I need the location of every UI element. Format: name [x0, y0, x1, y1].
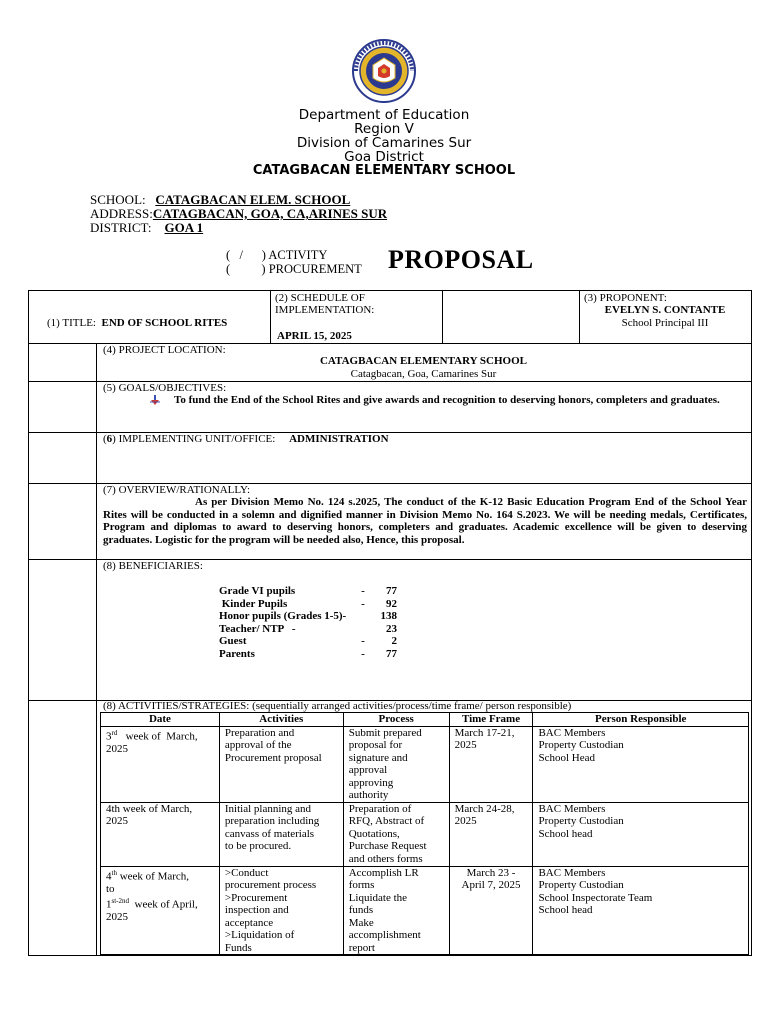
person-cell: BAC Members Property Custodian School head: [533, 802, 749, 866]
header-person-responsible: Person Responsible: [533, 713, 749, 727]
beneficiary-count: 23: [386, 622, 397, 635]
activity-checkbox-line: ( / ) ACTIVITY: [226, 248, 328, 262]
school-info-row: [90, 193, 350, 207]
school-name-heading: CATAGBACAN ELEMENTARY SCHOOL: [252, 163, 516, 178]
beneficiary-row: [219, 598, 397, 611]
overview-text: As per Division Memo No. 124 s.2025, The conduct of the K-12 Basic Education Program End of the School Year Rites will be conducted in a solemn and dignified manner in Division Memo No. 164 S.2023. We will be needing medals, Certificates, Program and diplomas to award to deserving honors, completers and graduates. Academic excellence will be given to deserving graduates. Logistic for the program will be needed also, Hence, this proposal.: [103, 496, 747, 546]
beneficiary-row: [219, 585, 397, 598]
beneficiary-name: Kinder Pupils: [219, 597, 288, 610]
beneficiary-name: Parents: [219, 647, 255, 660]
title-cell: [47, 317, 227, 330]
schedule-label-1: (2) SCHEDULE OF: [275, 292, 365, 304]
title-value: END OF SCHOOL RITES: [101, 317, 228, 329]
location-address: Catagbacan, Goa, Camarines Sur: [350, 368, 497, 380]
title-label: (1) TITLE:: [47, 317, 96, 329]
proponent-name: EVELYN S. CONTANTE: [604, 304, 726, 316]
proponent-label: (3) PROPONENT:: [584, 292, 667, 304]
beneficiary-row: [219, 610, 397, 623]
person-cell: BAC Members Property Custodian School Head: [533, 726, 749, 802]
unit-label-prefix: (: [103, 433, 107, 445]
time-frame-cell: March 17-21, 2025: [449, 726, 533, 802]
header-date: Date: [101, 713, 220, 727]
activities-cell: >Conduct procurement process >Procurement inspection and acceptance >Liquidation of Funds: [219, 866, 343, 955]
department-line: Department of Education: [298, 107, 470, 123]
location-name: CATAGBACAN ELEMENTARY SCHOOL: [319, 355, 527, 367]
unit-label: ) IMPLEMENTING UNIT/OFFICE:: [112, 433, 276, 445]
proposal-heading: PROPOSAL: [388, 245, 534, 274]
location-label: (4) PROJECT LOCATION:: [103, 344, 226, 356]
address-value: CATAGBACAN, GOA, CA,ARINES SUR: [152, 206, 388, 221]
beneficiary-dash: [353, 623, 373, 636]
header-activities: Activities: [219, 713, 343, 727]
process-cell: Preparation of RFQ, Abstract of Quotations, Purchase Request and others forms: [343, 802, 449, 866]
goals-text: To fund the End of the School Rites and give awards and recognition to deserving honors, completers and graduates.: [174, 394, 720, 406]
address-info-row: [90, 207, 387, 221]
beneficiaries-list: [219, 585, 397, 660]
address-label: ADDRESS:: [90, 206, 153, 221]
procurement-checkbox-line: ( ) PROCUREMENT: [226, 262, 362, 276]
overview-label: (7) OVERVIEW/RATIONALLY:: [103, 484, 251, 496]
beneficiary-dash: -: [361, 585, 365, 597]
process-cell: Submit prepared proposal for signature and approval approving authority: [343, 726, 449, 802]
date-cell: 4th week of March, to $1^{st-2nd}$ week of April, 2025: [101, 866, 220, 955]
beneficiary-dash: -: [361, 597, 365, 610]
beneficiary-count: 2: [391, 635, 397, 647]
beneficiary-count: 77: [386, 585, 397, 597]
beneficiary-dash: [353, 610, 373, 623]
date-cell: 4th week of March, 2025: [101, 802, 220, 866]
person-cell: BAC Members Property Custodian School Inspectorate Team School head: [533, 866, 749, 955]
unit-value: ADMINISTRATION: [289, 433, 389, 445]
activities-cell: Preparation and approval of the Procurement proposal: [219, 726, 343, 802]
activities-label: (8) ACTIVITIES/STRATEGIES: (sequentially arranged activities/process/time frame/ person responsible): [103, 700, 572, 712]
activities-header-row: [101, 713, 749, 727]
district-label: DISTRICT:: [90, 220, 152, 235]
beneficiary-row: [219, 623, 397, 636]
table-row: [101, 866, 749, 955]
beneficiary-count: 92: [386, 597, 397, 610]
beneficiary-row: [219, 648, 397, 661]
beneficiary-row: [219, 635, 397, 648]
arrow-bullet-icon: [149, 394, 161, 410]
beneficiary-dash: -: [361, 635, 365, 647]
beneficiaries-label: (8) BENEFICIARIES:: [103, 560, 203, 572]
header-process: Process: [343, 713, 449, 727]
school-value: CATAGBACAN ELEM. SCHOOL: [155, 192, 351, 207]
beneficiary-dash: -: [361, 647, 365, 660]
district-value: GOA 1: [164, 220, 204, 235]
time-frame-cell: March 23 - April 7, 2025: [449, 866, 533, 955]
header-time-frame: Time Frame: [449, 713, 533, 727]
date-cell: 3rd week of March, 2025: [101, 726, 220, 802]
beneficiary-name: Teacher/ NTP -: [219, 622, 296, 635]
table-row: [101, 802, 749, 866]
beneficiary-count: 138: [380, 610, 397, 622]
beneficiary-name: Grade VI pupils: [219, 585, 296, 597]
goals-label: (5) GOALS/OBJECTIVES:: [103, 382, 227, 394]
process-cell: Accomplish LR forms Liquidate the funds Make accomplishment report: [343, 866, 449, 955]
time-frame-cell: March 24-28, 2025: [449, 802, 533, 866]
activities-table: [100, 712, 749, 955]
proponent-position: School Principal III: [621, 317, 709, 329]
district-line: Goa District: [344, 149, 424, 165]
beneficiary-name: Guest: [219, 635, 247, 647]
activities-cell: Initial planning and preparation including canvass of materials to be procured.: [219, 802, 343, 866]
schedule-value: APRIL 15, 2025: [277, 330, 352, 342]
unit-label-num: 6: [106, 433, 113, 445]
division-line: Division of Camarines Sur: [296, 135, 472, 151]
region-line: Region V: [354, 121, 414, 137]
school-label: SCHOOL:: [90, 192, 146, 207]
district-info-row: [90, 221, 203, 235]
beneficiary-count: 77: [386, 647, 397, 660]
beneficiary-name: Honor pupils (Grades 1-5)-: [219, 610, 347, 622]
unit-row: [103, 433, 389, 446]
schedule-label-2: IMPLEMENTATION:: [275, 304, 375, 316]
table-row: [101, 726, 749, 802]
deped-seal-icon: [340, 38, 428, 104]
